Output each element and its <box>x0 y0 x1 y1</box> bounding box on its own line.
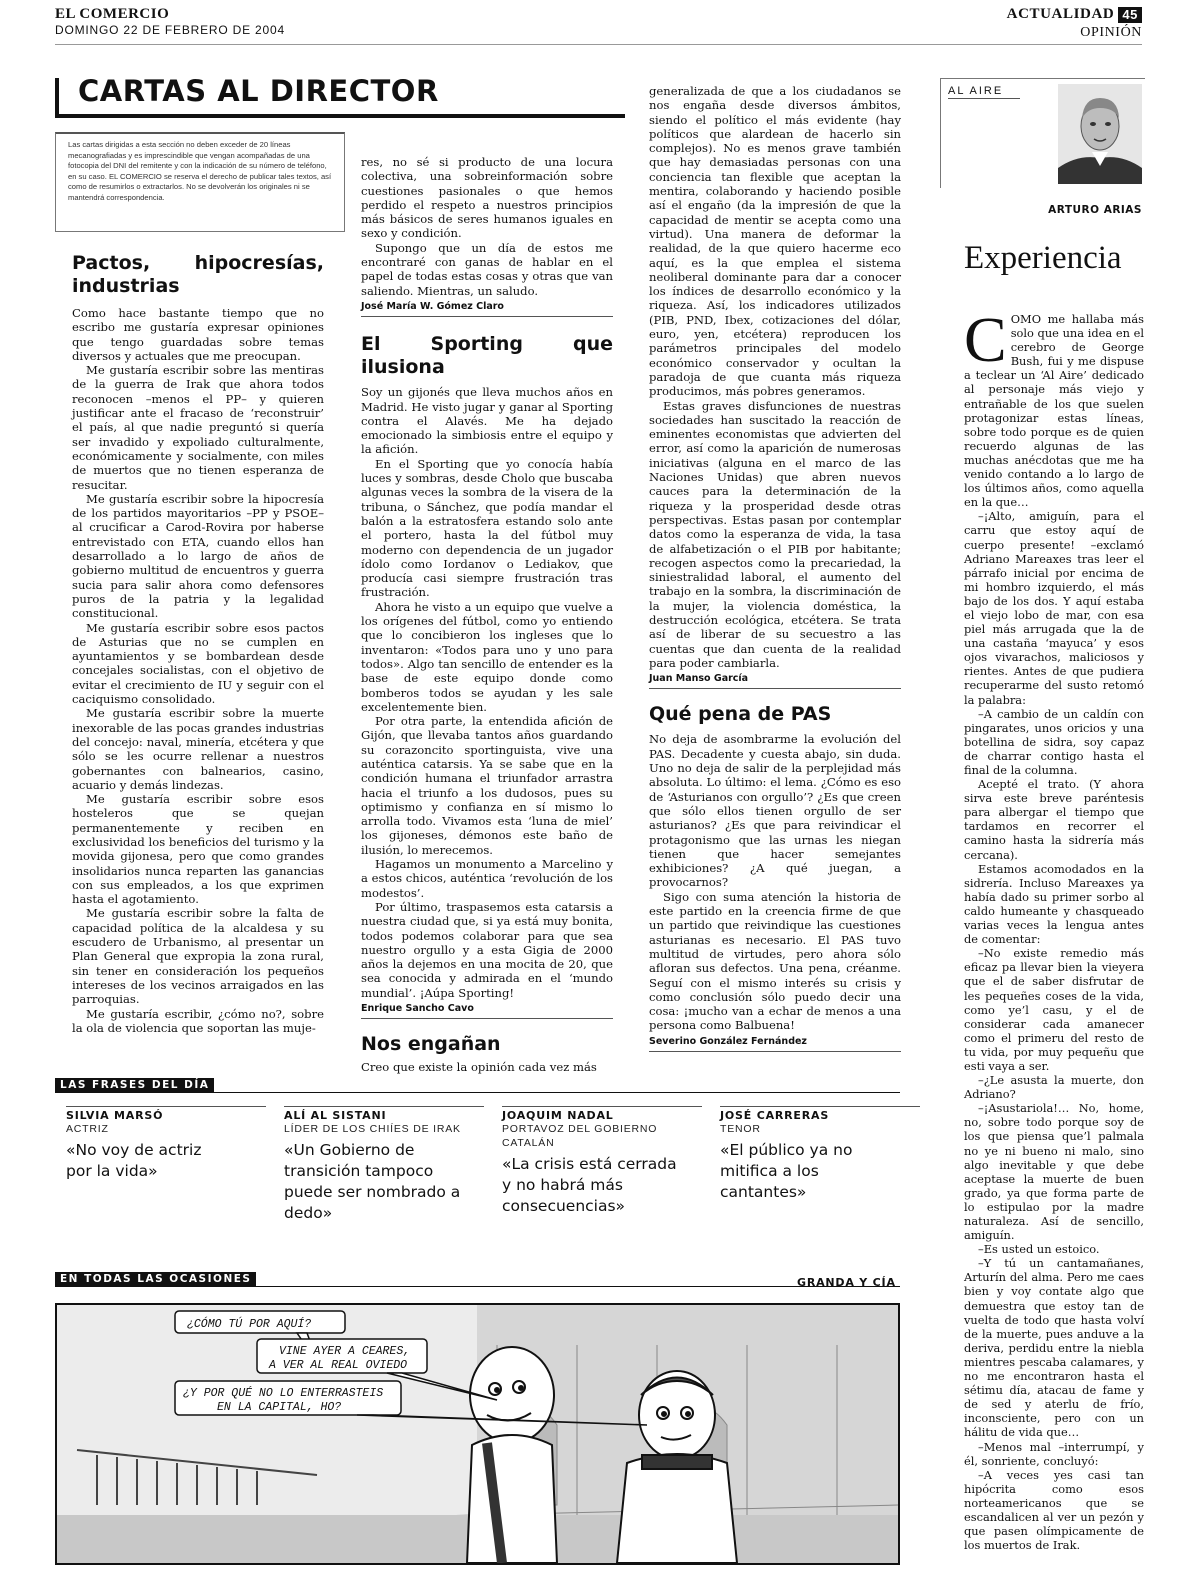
column-title: Experiencia <box>964 240 1122 276</box>
paragraph: Me gustaría escribir sobre las mentiras de la guerra de Irak que ahora todos reconocen –menos el PP– y quieren justificar ante el fracaso de ‘reconstruir’ el país, al que nadie preguntó si quería ser invadido y expoliado culturalmente, económicamente y socialmente, con miles de muertos que no tienen esperanza de resucitar. <box>72 363 324 492</box>
section-header <box>1007 6 1142 23</box>
paragraph: Me gustaría escribir, ¿cómo no?, sobre la ola de violencia que soportan las muje- <box>72 1006 324 1035</box>
first-paragraph-text: OMO me hallaba más solo que una idea en el cerebro de George Bush, fui y me dispuse a teclear un ‘Al Aire’ dedicado al personaje más viejo y entrañable de los que suelen protagonizar estas líneas, sobre todo porque es de quien recuerdo algunas de las muchas anécdotas que me ha venido contando a lo largo de los últimos años, como aquella en la que… <box>964 312 1144 510</box>
paragraph: Me gustaría escribir sobre la falta de capacidad política de la alcaldesa y su escudero de Urbanismo, al presentar un Plan General que expropia la zona rural, sin tener en consideración los pequeños intereses de los vecinos arraigados en las parroquias. <box>72 906 324 1007</box>
quote-block <box>66 1106 266 1182</box>
paragraph: Hagamos un monumento a Marcelino y a estos chicos, auténtica ‘revolución de los modestos’. <box>361 857 613 900</box>
bubble-3b: EN LA CAPITAL, HO? <box>217 1401 342 1414</box>
author-photo <box>1058 84 1142 184</box>
frases-rule <box>55 1092 900 1093</box>
paragraph: –Es usted un estoico. <box>978 1242 1100 1257</box>
quote-text: «El público ya no mitifica a los cantantes» <box>720 1141 853 1201</box>
bubble-2a: VINE AYER A CEARES, <box>279 1345 411 1358</box>
paragraph: Ahora he visto a un equipo que vuelve a los orígenes del fútbol, como yo entiendo que lo concibieron los ingleses que lo inventaron: «Todos para uno y uno para todos». Algo tan sencillo de entender es la base de este equipo donde como bomberos todos se ayudan y les sale excelentemente bien. <box>361 599 613 714</box>
paragraph: En el Sporting que yo conocía había luces y sombras, desde Cholo que buscaba algunas veces la sombra de la visera de la tribuna, o Sánchez, que podía mandar el balón a la estratosfera estando solo ante el portero, hasta la del fútbol muy moderno con dependencia de un jugador ídolo como Iordanov o Lediakov, que producía casi siempre frustración tras frustración. <box>361 456 613 600</box>
paragraph: generalizada de que a los ciudadanos se nos engaña desde diversos ámbitos, siendo el político el más evidente (hay políticos que alardean de hacerlo sin complejos). No es menos grave también que hay demasiadas personas con una conciencia tan flexible que aceptan la mentira, colaborando y haciendo posible así el engaño (da la impresión de que la capacidad de mentir se acepta como una virtud). Una manera de deformar la realidad, de la que quiero hacerme eco aquí, es la que emplea el sistema neoliberal dominante para dar a conocer los índices de desarrollo económico y la riqueza. Así, los indicadores utilizados (PIB, PND, Ibex, cotizaciones del dólar, euro, yen, etcétera) reproducen los parámetros principales del modelo económico conservador y ocultan la paradoja de que cuanta más riqueza producimos, más pobres generamos. <box>649 84 901 399</box>
quote-name: JOSÉ CARRERAS <box>720 1106 920 1122</box>
quote-role: ACTRIZ <box>66 1123 109 1135</box>
quote-name: SILVIA MARSÓ <box>66 1106 266 1122</box>
paragraph: Me gustaría escribir sobre la muerte inexorable de las pocas grandes industrias del concejo: naval, minería, etcétera y que sólo se les ocurre rellenar a nuestros gobernantes con balnearios, casino, acuario y demás lindezas. <box>72 706 324 792</box>
bubble-1: ¿CÓMO TÚ POR AQUÍ? <box>187 1318 312 1331</box>
paragraph: Soy un gijonés que lleva muchos años en Madrid. He visto jugar y ganar al Sporting contra el Alavés. Me ha dejado emocionado la simbiosis entre el equipo y la afición. <box>361 385 613 457</box>
paragraph: Me gustaría escribir sobre la hipocresía de los partidos mayoritarios –PP y PSOE– al crucificar a Carod-Rovira por haberse entrevistado con ETA, cuando ellos han desarrollado a lo largo de años de gobierno multitud de encuentros y guerra sucia para salir ahora como defensores puros de la patria y la legalidad constitucional. <box>72 491 324 621</box>
first-paragraph <box>964 304 1144 510</box>
quote-text: «No voy de actriz por la vida» <box>66 1141 202 1180</box>
dropcap: C <box>964 304 1007 375</box>
author-portrait-icon <box>1058 84 1142 184</box>
cartas-title: CARTAS AL DIRECTOR <box>78 74 439 108</box>
cartoon-rule <box>55 1286 900 1287</box>
quote-role: LÍDER DE LOS CHIÍES DE IRAK <box>284 1123 461 1135</box>
cartoon-panel <box>55 1303 900 1565</box>
column-2 <box>361 155 613 1075</box>
signature: Severino González Fernández <box>649 1035 901 1052</box>
paragraph: Sigo con suma atención la historia de este partido en la creencia firme de que un partido que reivindique las cuestiones asturianas es necesario. El PAS tuvo multitud de virtudes, pero ahora sólo afloran sus defectos. Una pena, créanme. Seguí con el mismo interés su crisis y como conclusión sólo puedo decir una cosa: ¡mucho van a echar de menos a una persona como Balbuena! <box>649 889 901 1033</box>
paragraph: Estamos acomodados en la sidrería. Incluso Mareaxes ya había dado su primer sorbo al caldo humeante y chasqueado varias veces la lengua antes de comentar: <box>964 861 1144 947</box>
paragraph: Me gustaría escribir sobre esos hosteleros que se quejan permanentemente y reciben en exclusividad los beneficios del turismo y la movida gijonesa, pero que como grandes insolidarios nunca reparten las ganancias con sus empleados, a los que exprimen hasta el agotamiento. <box>72 792 324 907</box>
quote-name: JOAQUIM NADAL <box>502 1106 702 1122</box>
bubble-2b: A VER AL REAL OVIEDO <box>269 1359 408 1372</box>
paragraph: Creo que existe la opinión cada vez más <box>361 1060 597 1075</box>
letter-title: Nos engañan <box>361 1033 501 1056</box>
letter-title: Pactos, hipocresías, industrias <box>72 252 324 297</box>
frases-label: LAS FRASES DEL DÍA <box>55 1078 214 1092</box>
paragraph: Por otra parte, la entendida afición de Gijón, que llevaba tantos años guardando su corazoncito sportinguista, vive una auténtica catarsis. Ya se sabe que en la condición humana el triunfador arrastra hacia el triunfo a los dudosos, pues su optimismo y confianza en sí mismo lo arrolla todo. Vivamos esta ‘luna de miel’ los gijoneses, démonos este baño de ilusión, lo merecemos. <box>361 714 613 857</box>
paragraph: Me gustaría escribir sobre esos pactos de Asturias que no se cumplen en ayuntamientos y se bombardean desde concejales socialistas, con el objetivo de evitar el crecimiento de IU y seguir con el caciquismo consolidado. <box>72 620 324 707</box>
letter-title: El Sporting que ilusiona <box>361 333 613 379</box>
dateline: DOMINGO 22 DE FEBRERO DE 2004 <box>55 23 285 37</box>
signature: José María W. Gómez Claro <box>361 300 613 317</box>
masthead: EL COMERCIO <box>55 6 170 22</box>
section-name: ACTUALIDAD <box>1006 6 1115 22</box>
paragraph: res, no sé si producto de una locura colectiva, una sobreinformación sobre cuestiones pasionales o que hemos perdido el respeto a nuestros principios más básicos de seres humanos iguales en sexo y condición. <box>361 155 613 241</box>
paragraph: –No existe remedio más eficaz pa llevar bien la vieyera que el de saber disfrutar de les pequeñes coses de la vida, como ye’l casu, y el de considerar cada amanecer como el primeru del resto de tu vida, por muy pequeñu que esti vaya a ser. <box>964 946 1144 1073</box>
al-aire-text <box>964 304 1144 1553</box>
quote-name: ALÍ AL SISTANI <box>284 1106 484 1122</box>
page-number: 45 <box>1118 7 1142 23</box>
quote-text: «Un Gobierno de transición tampoco puede ser nombrado a dedo» <box>284 1141 461 1222</box>
paragraph: –¡Asustariola!… No, home, no, sobre todo porque soy de los que piensa que’l palmala no ye ni bueno ni malo, sino algo inevitable y que debe aceptase la muerte de buen grado, ya que forma parte de lo estipulao por la madre naturaleza. Así de sencillo, amiguín. <box>964 1101 1144 1243</box>
cartoon-illustration <box>57 1305 898 1563</box>
letter-pactos <box>72 252 324 1035</box>
author-name: ARTURO ARIAS <box>1048 204 1142 216</box>
cartas-disclaimer: Las cartas dirigidas a esta sección no deben exceder de 20 líneas mecanografiadas y es imprescindible que vengan acompañadas de una fotocopia del DNI del remitente y con la indicación de su número de teléfono, en su caso. EL COMERCIO se reserva el derecho de publicar tales textos, así como de resumirlos o extractarlos. No se devolverán los originales ni se mantendrá correspondencia. <box>55 132 345 232</box>
header-rule <box>55 44 1142 45</box>
signature: Enrique Sancho Cavo <box>361 1002 613 1019</box>
column-3 <box>649 84 901 1052</box>
character-left <box>467 1347 557 1563</box>
quote-text: «La crisis está cerrada y no habrá más consecuencias» <box>502 1155 677 1215</box>
paragraph: –Menos mal –interrumpí, y él, sonriente, concluyó: <box>964 1439 1144 1468</box>
paragraph: –Y tú un cantamañanes, Arturín del alma. Pero me caes bien y voy contate algo que demuestra que estoy tan de vuelta de todo que hasta volví de la muerte, pues anduve a la deriva, perdidu entre la niebla mientres pescaba calamares, y no me encontraron hasta el sétimu día, atacau de fame y de sed y aterlu de frío, inconsciente, pero con un hálitu de vida que… <box>964 1256 1144 1440</box>
quote-block <box>720 1106 920 1203</box>
quote-role: TENOR <box>720 1123 761 1135</box>
paragraph: Como hace bastante tiempo que no escribo me gustaría expresar opiniones que tengo guardadas sobre temas diversos y actuales que me preocupan. <box>72 306 324 363</box>
paragraph: –A veces yes casi tan hipócrita como esos norteamericanos que se escandalicen al ver un pezón y que pasen olímpicamente de los muertos de Irak. <box>964 1467 1144 1553</box>
subsection-name: OPINIÓN <box>1080 25 1142 40</box>
cartoon-label: EN TODAS LAS OCASIONES <box>55 1272 256 1286</box>
al-aire-label: AL AIRE <box>948 85 1020 99</box>
letter-title: Qué pena de PAS <box>649 703 832 726</box>
paragraph: Acepté el trato. (Y ahora sirva este breve paréntesis para albergar el tiempo que tardamos en recorrer el camino hasta la sidrería más cercana). <box>964 777 1144 862</box>
paragraph: Estas graves disfunciones de nuestras sociedades han suscitado la reacción de eminentes economistas que advierten del error, así como la aparición de numerosas iniciativas (alguna en el marco de las Naciones Unidas) que abren nuevos cauces para la determinación de la riqueza y la prosperidad desde otras perspectivas. Estas pasan por contemplar datos como la esperanza de vida, la tasa de alfabetización o el PIB por habitante; recogen aspectos como la precariedad, la siniestralidad laboral, el aumento del trabajo en la sombra, la discriminación de la mujer, la violencia doméstica, la destrucción ecológica, etcétera. Se trata así de liberar de su secuestro a las cuentas que dan cuenta de la realidad para poder cambiarla. <box>649 398 901 670</box>
cartoon-credit: GRANDA Y CÍA <box>797 1276 896 1289</box>
paragraph: Supongo que un día de estos me encontraré con ganas de hablar en el papel de todas estas cosas y otras que van saliendo. Mientras, un saludo. <box>361 240 613 298</box>
paragraph: –A cambio de un caldín con pingarates, unos oricios y una botellina de sidra, soy capaz de charrar contigo hasta el final de la columna. <box>964 706 1144 777</box>
paragraph: –¡Alto, amiguín, para el carru que estoy aquí de cuerpo presente! –exclamó Adriano Mareaxes tras leer el párrafo inicial por encima de mi hombro izquierdo, el más bajo de los dos. Y aquí estaba el viejo lobo de mar, con esa piel más arrugada que la de una castaña ‘mayuca’ y esos ojos vivarachos, maliciosos y rientes. Antes de que pudiera recuperarme del susto retomó la palabra: <box>964 509 1144 707</box>
paragraph: Por último, traspasemos esta catarsis a nuestra ciudad que, si ya está muy bonita, todos podemos colaborar para que sea nuestro orgullo y a esta Gigia de 2000 años la dejemos en una mocita de 20, que sea conocida y admirada en el ‘mundo mundial’. ¡Aúpa Sporting! <box>361 899 613 1000</box>
quote-block <box>502 1106 702 1217</box>
quote-role: PORTAVOZ DEL GOBIERNO CATALÁN <box>502 1123 658 1149</box>
paragraph: No deja de asombrarme la evolución del PAS. Decadente y cuesta abajo, sin duda. Uno no deja de salir de la perplejidad más absoluta. Lo último: el lema. ¿Cómo es eso de ‘Asturianos con orgullo’? ¿Es que creen que sólo ellos tienen orgullo de ser asturianos? ¿Es que para reivindicar el protagonismo que las urnas les niegan tienen que hacer semejantes exhibiciones? ¿A qué juegan, a provocarnos? <box>649 732 901 890</box>
bubble-3a: ¿Y POR QUÉ NO LO ENTERRASTEIS <box>183 1387 384 1400</box>
quote-block <box>284 1106 484 1224</box>
paragraph: –¿Le asusta la muerte, don Adriano? <box>964 1073 1144 1102</box>
signature: Juan Manso García <box>649 672 901 689</box>
